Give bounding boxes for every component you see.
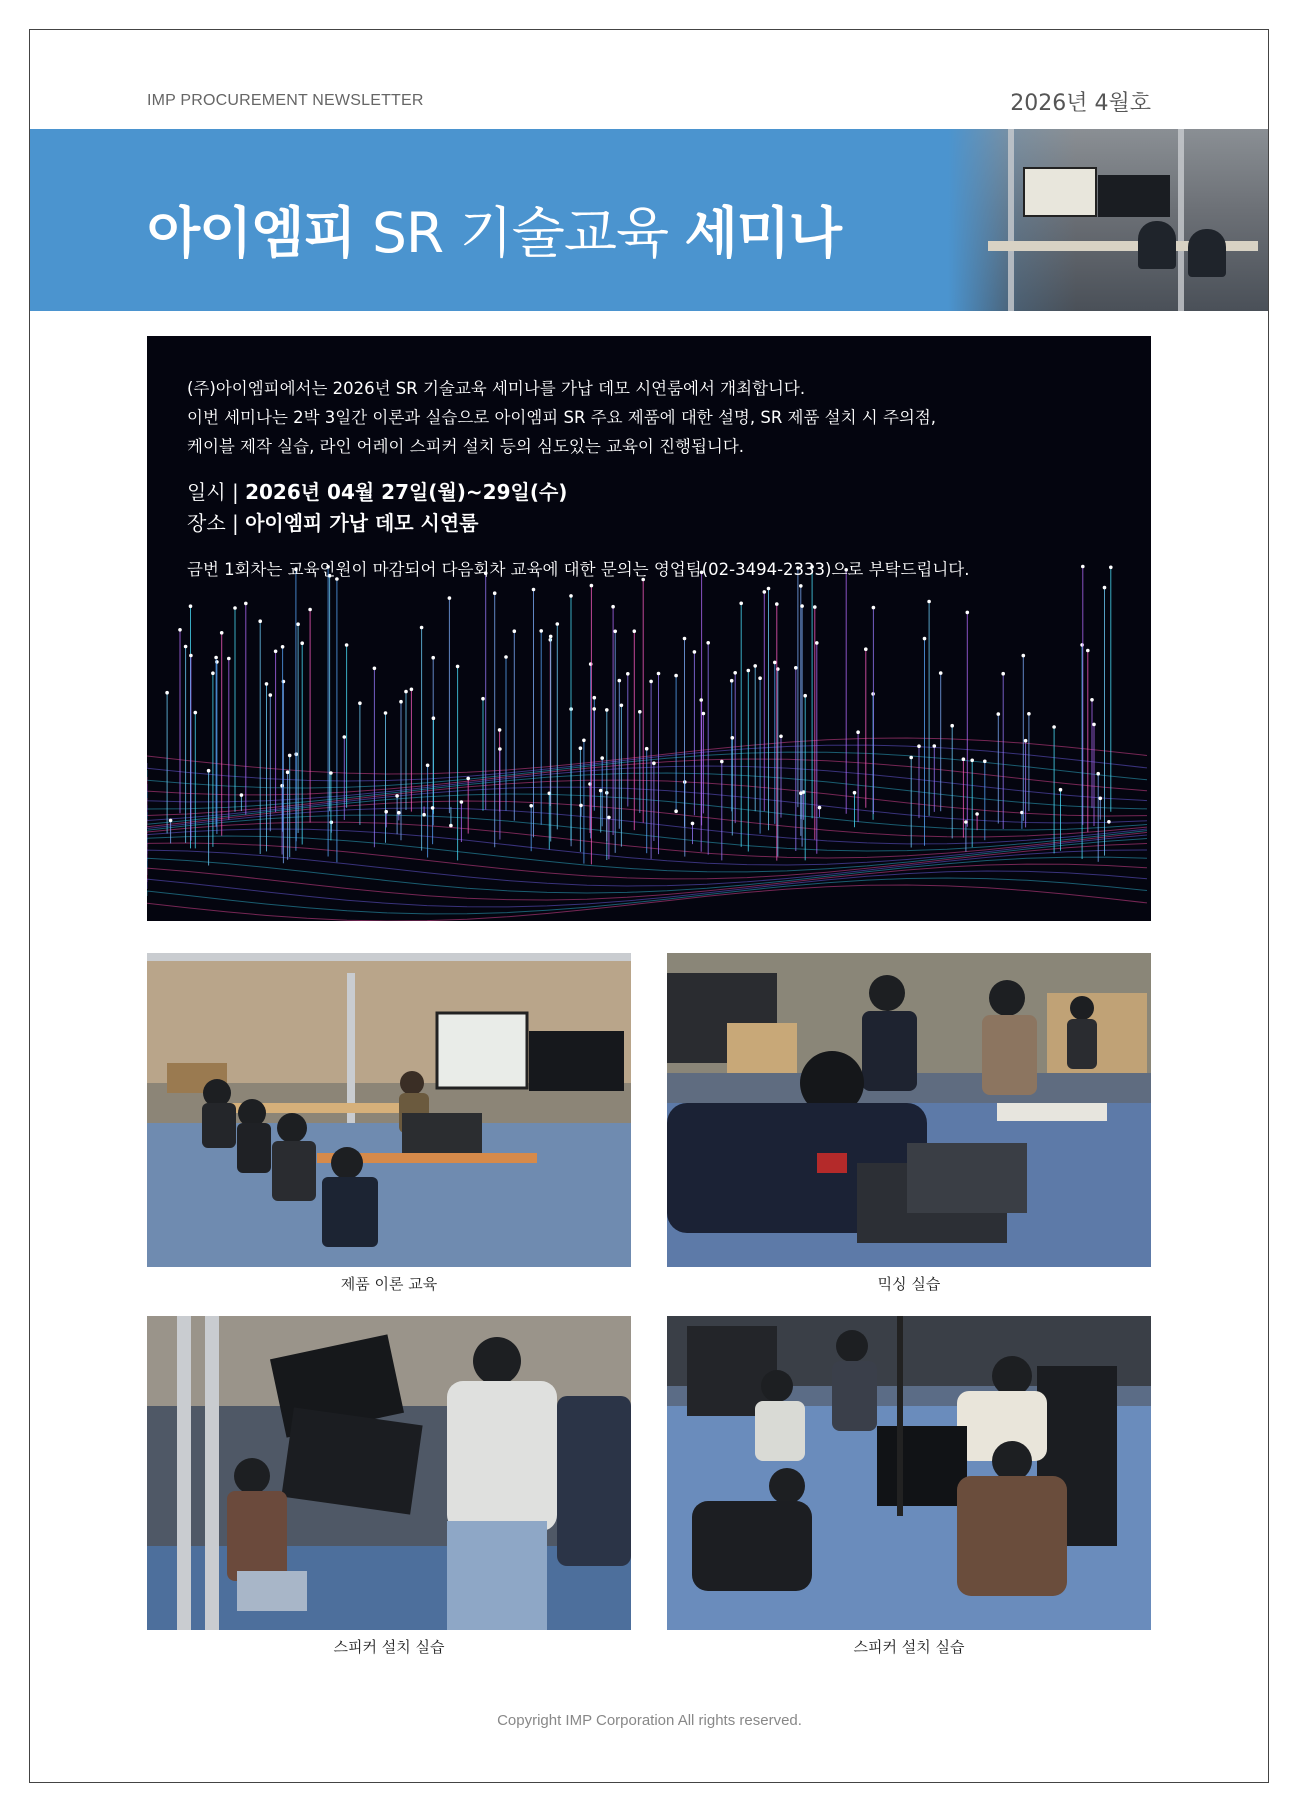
event-date: 일시 | 2026년 04월 27일(월)~29일(수) (187, 480, 568, 504)
inquiry-note: 금번 1회차는 교육인원이 마감되어 다음회차 교육에 대한 문의는 영업팀(02-3494-2333)으로 부탁드립니다. (187, 560, 970, 579)
newsletter-name: IMP PROCUREMENT NEWSLETTER (147, 92, 424, 109)
hero-line-1: (주)아이엠피에서는 2026년 SR 기술교육 세미나를 가납 데모 시연룸에서 개최합니다. (187, 379, 806, 398)
caption-speaker-install-1: 스피커 설치 실습 (333, 1638, 445, 1656)
caption-product-theory: 제품 이론 교육 (340, 1275, 438, 1293)
issue-label: 2026년 4월호 (1010, 91, 1151, 116)
hero-line-2: 이번 세미나는 2박 3일간 이론과 실습으로 아이엠피 SR 주요 제품에 대한 설명, SR 제품 설치 시 주의점, (187, 408, 937, 427)
page-title (147, 189, 841, 268)
title-band (30, 129, 1268, 311)
event-info (187, 477, 1117, 539)
hero-line-3: 케이블 제작 실습, 라인 어레이 스피커 설치 등의 심도있는 교육이 진행됩니다. (187, 437, 745, 456)
title-part-1: 아이엠피 (147, 201, 356, 265)
photo-speaker-install-2 (667, 1316, 1151, 1630)
copyright: Copyright IMP Corporation All rights reserved. (497, 1712, 802, 1729)
hero-panel (147, 336, 1151, 921)
photo-speaker-install-1 (147, 1316, 631, 1630)
caption-mixing-practice: 믹싱 실습 (877, 1275, 941, 1293)
photo-product-theory (147, 953, 631, 1267)
caption-speaker-install-2: 스피커 설치 실습 (853, 1638, 965, 1656)
presentation-screen (1023, 167, 1097, 217)
title-part-3: 세미나 (684, 201, 842, 265)
hero-text (187, 374, 1117, 584)
seminar-room-photo (948, 129, 1268, 311)
photo-mixing-practice (667, 953, 1151, 1267)
event-place: 장소 | 아이엠피 가납 데모 시연룸 (187, 511, 479, 535)
title-part-2: SR 기술교육 (355, 201, 685, 265)
